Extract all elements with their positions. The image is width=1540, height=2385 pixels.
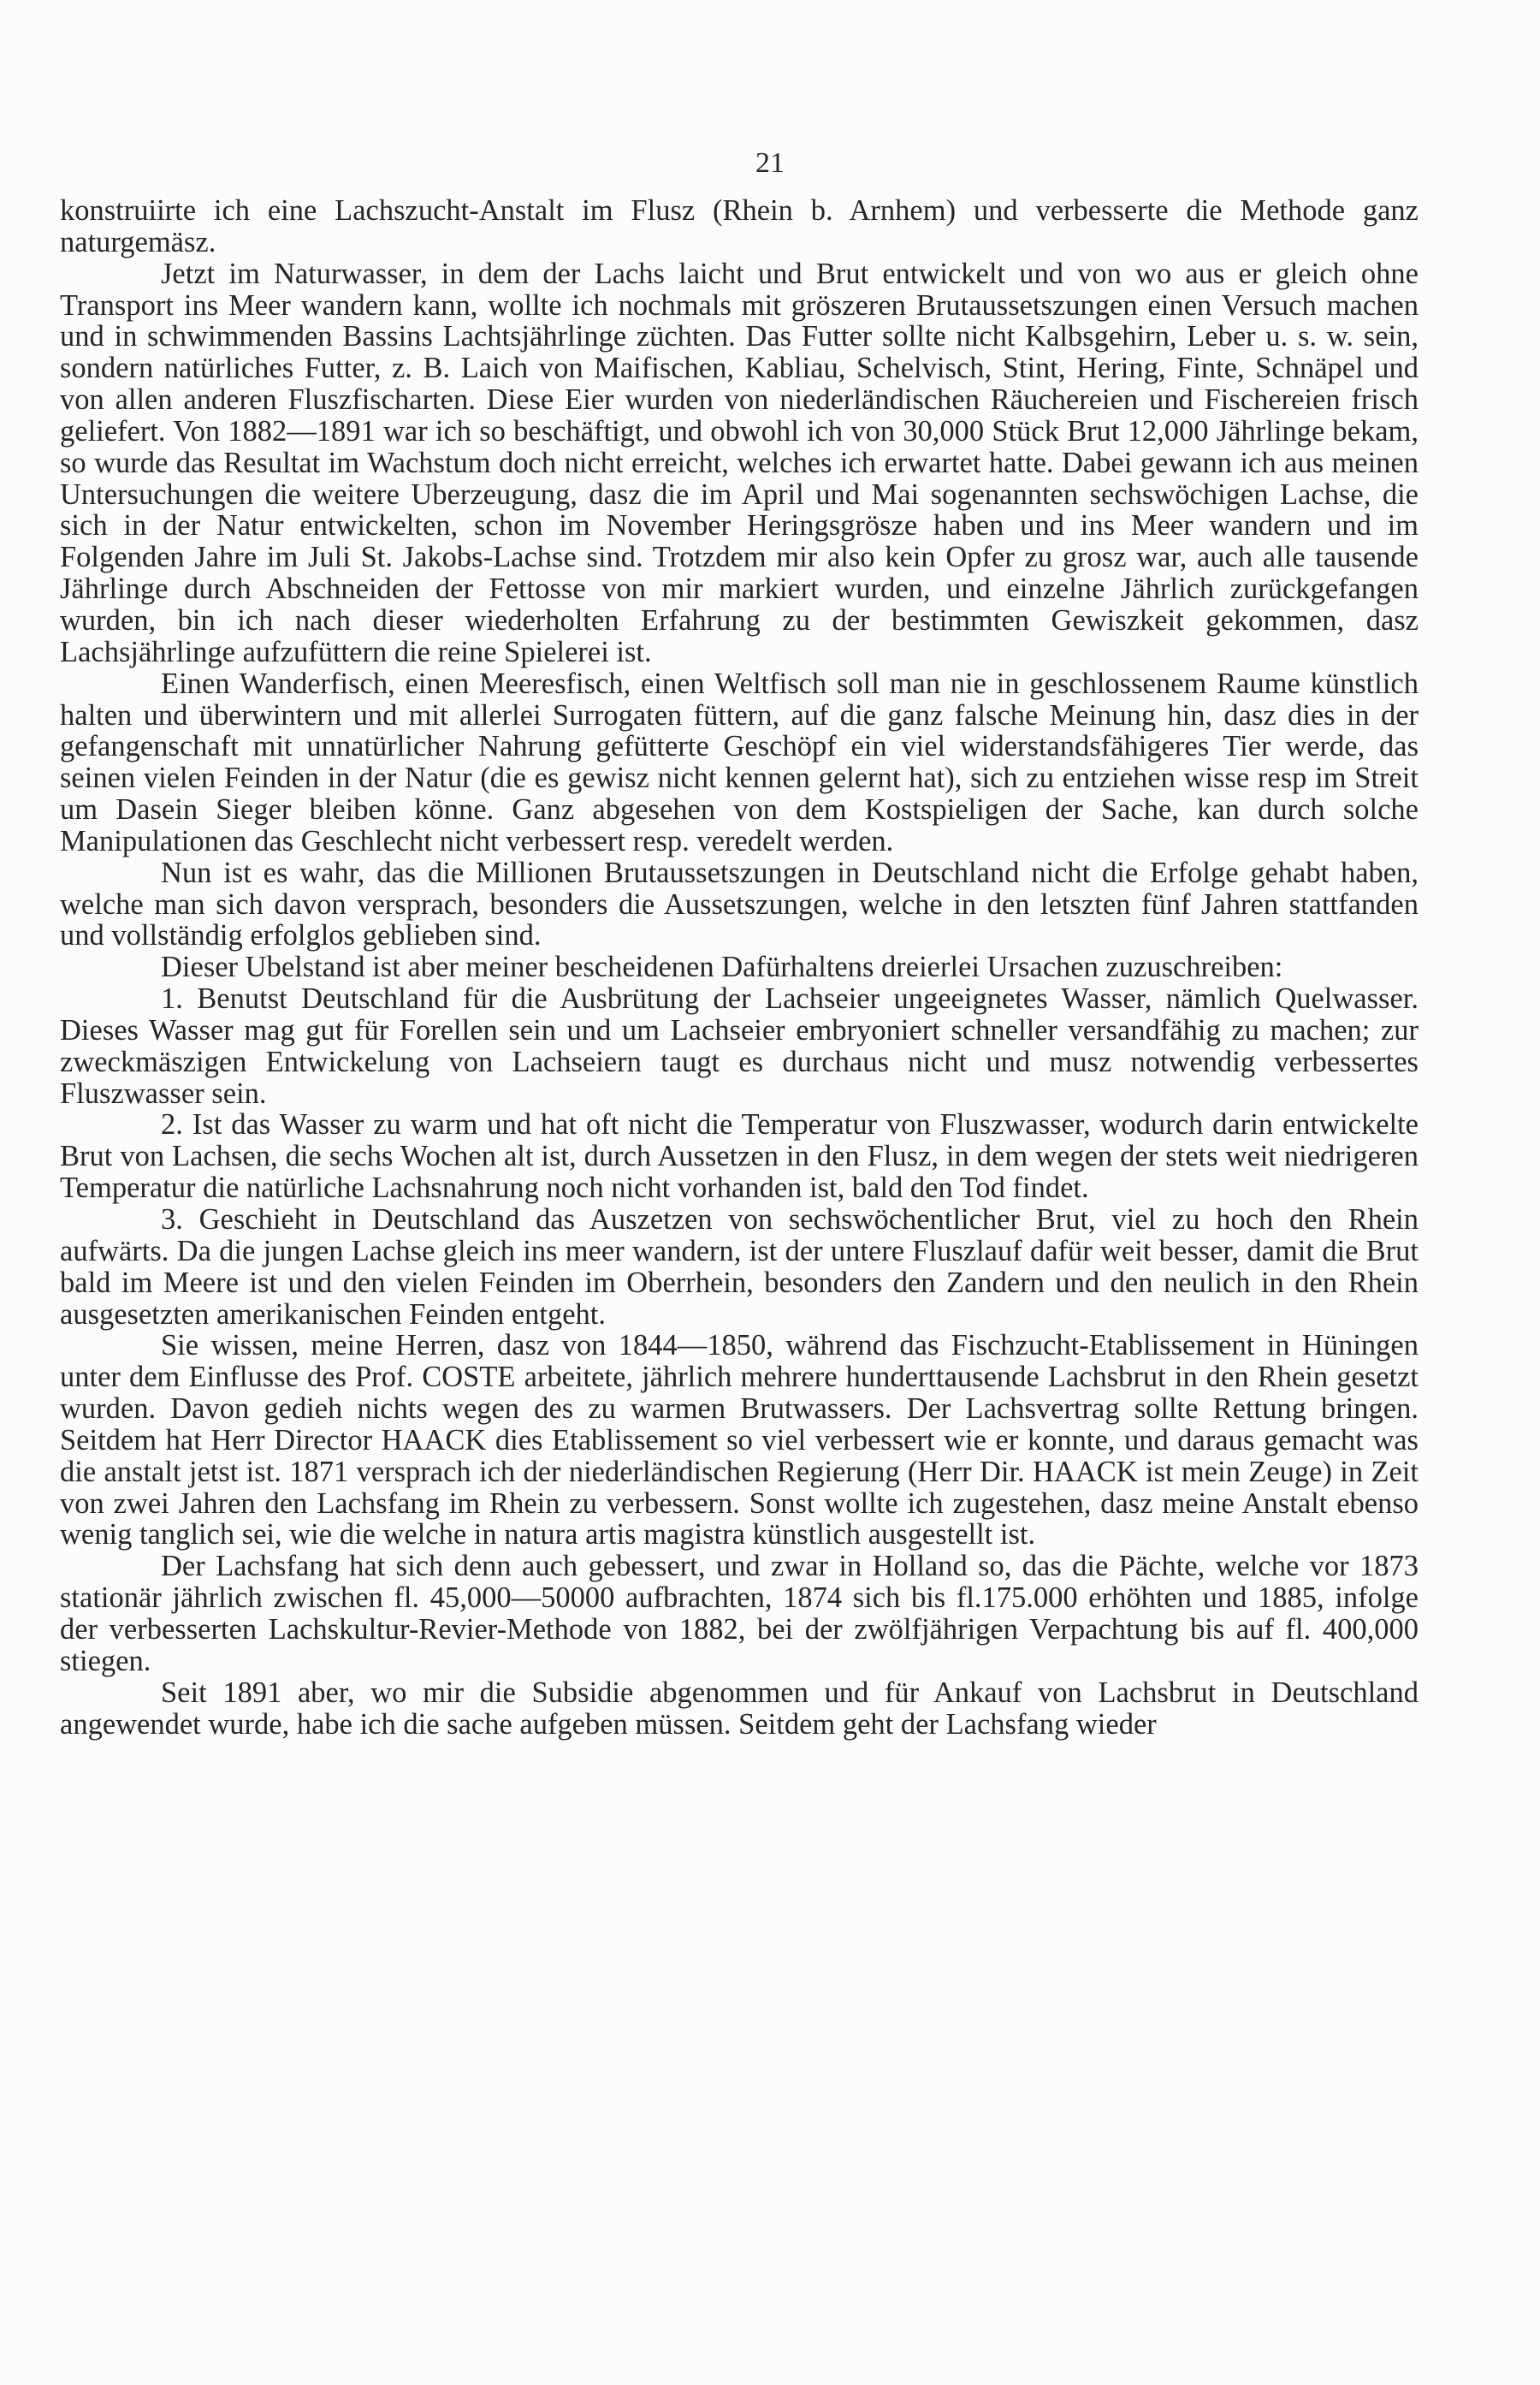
paragraph-naturwasser: Jetzt im Naturwasser, in dem der Lachs laicht und Brut entwickelt und von wo aus er gleich ohne Transport ins Meer wandern kann, wollte ich nochmals mit gröszeren Brutaussetszungen einen Versuch machen und in schwimmenden Bassins Lachtsjährlinge züchten. Das Futter sollte nicht Kalbsgehirn, Leber u. s. w. sein, sondern natürliches Futter, z. B. Laich von Maifischen, Kabliau, Schelvisch, Stint, Hering, Finte, Schnäpel und von allen anderen Fluszfischarten. Diese Eier wurden von niederländischen Räuchereien und Fischereien frisch geliefert. Von 1882—1891 war ich so beschäftigt, und obwohl ich von 30,000 Stück Brut 12,000 Jährlinge bekam, so wurde das Resultat im Wachstum doch nicht erreicht, welches ich erwartet hatte. Dabei gewann ich aus meinen Untersuchungen die weitere Uberzeugung, dasz die im April und Mai sogenannten sechswöchigen Lachse, die sich in der Natur entwickelten, schon im November Heringsgrösze haben und ins Meer wandern und im Folgenden Jahre im Juli St. Jakobs-Lachse sind. Trotzdem mir also kein Opfer zu grosz war, auch alle tausende Jährlinge durch Abschneiden der Fettosse von mir markiert wurden, und einzelne Jährlich zurückgefangen wurden, bin ich nach dieser wiederholten Erfahrung zu der bestimmten Gewiszkeit gekommen, dasz Lachsjährlinge aufzufüttern die reine Spielerei ist.	[60, 257, 1419, 668]
numbered-item-3: 3. Geschieht in Deutschland das Auszetzen von sechswöchentlicher Brut, viel zu hoch den Rhein aufwärts. Da die jungen Lachse gleich ins meer wandern, ist der untere Fluszlauf dafür weit besser, damit die Brut bald im Meere ist und den vielen Feinden im Oberrhein, besonders den Zandern und den neulich in den Rhein ausgesetzten amerikanischen Feinden entgeht.	[60, 1203, 1419, 1331]
paragraph-continuation: konstruiirte ich eine Lachszucht-Anstalt im Flusz (Rhein b. Arnhem) und verbesserte die Methode ganz naturgemäsz.	[60, 194, 1419, 258]
paragraph-seit-1891: Seit 1891 aber, wo mir die Subsidie abgenommen und für Ankauf von Lachsbrut in Deutschland angewendet wurde, habe ich die sache aufgeben müssen. Seitdem geht der Lachsfang wieder	[60, 1676, 1419, 1741]
numbered-item-1: 1. Benutst Deutschland für die Ausbrütung der Lachseier ungeeignetes Wasser, nämlich Quelwasser. Dieses Wasser mag gut für Forellen sein und um Lachseier embryoniert schneller versandfähig zu machen; zur zweckmäszigen Entwickelung von Lachseiern taugt es durchaus nicht und musz notwendig verbessertes Fluszwasser sein.	[60, 982, 1419, 1110]
paragraph-brutaussetszungen: Nun ist es wahr, das die Millionen Brutaussetszungen in Deutschland nicht die Erfolge gehabt haben, welche man sich davon versprach, besonders die Aussetszungen, welche in den letszten fünf Jahren stattfanden und vollständig erfolglos geblieben sind.	[60, 856, 1419, 952]
paragraph-hueningen: Sie wissen, meine Herren, dasz von 1844—1850, während das Fischzucht-Etablissement in Hüningen unter dem Einflusse des Prof. COSTE arbeitete, jährlich mehrere hunderttausende Lachsbrut in den Rhein gesetzt wurden. Davon gedieh nichts wegen des zu warmen Brutwassers. Der Lachsvertrag sollte Rettung bringen. Seitdem hat Herr Director HAACK dies Etablissement so viel verbessert wie er konnte, und daraus gemacht was die anstalt jetst ist. 1871 versprach ich der niederländischen Regierung (Herr Dir. HAACK ist mein Zeuge) in Zeit von zwei Jahren den Lachsfang im Rhein zu verbessern. Sonst wollte ich zugestehen, dasz meine Anstalt ebenso wenig tanglich sei, wie die welche in natura artis magistra künstlich ausgestellt ist.	[60, 1329, 1419, 1551]
numbered-item-2: 2. Ist das Wasser zu warm und hat oft nicht die Temperatur von Fluszwasser, wodurch darin entwickelte Brut von Lachsen, die sechs Wochen alt ist, durch Aussetzen in den Flusz, in dem wegen der stets weit niedrigeren Temperatur die natürliche Lachsnahrung noch nicht vorhanden ist, bald den Tod findet.	[60, 1108, 1419, 1205]
paragraph-ubelstand: Dieser Ubelstand ist aber meiner bescheidenen Dafürhaltens dreierlei Ursachen zuzuschreiben:	[161, 951, 1283, 984]
body-text	[60, 195, 1419, 1740]
paragraph-lachsfang: Der Lachsfang hat sich denn auch gebessert, und zwar in Holland so, das die Pächte, welche vor 1873 stationär jährlich zwischen fl. 45,000—50000 aufbrachten, 1874 sich bis fl.175.000 erhöhten und 1885, infolge der verbesserten Lachskultur-Revier-Methode von 1882, bei der zwölfjährigen Verpachtung bis auf fl. 400,000 stiegen.	[60, 1550, 1419, 1677]
paragraph-wanderfisch: Einen Wanderfisch, einen Meeresfisch, einen Weltfisch soll man nie in geschlossenem Raume künstlich halten und überwintern und mit allerlei Surrogaten füttern, auf die ganz falsche Meinung hin, dasz dies in der gefangenschaft mit unnatürlicher Nahrung gefütterte Geschöpf ein viel widerstandsfähigeres Tier werde, das seinen vielen Feinden in der Natur (die es gewisz nicht kennen gelernt hat), sich zu entziehen wisse resp im Streit um Dasein Sieger bleiben könne. Ganz abgesehen von dem Kostspieligen der Sache, kan durch solche Manipulationen das Geschlecht nicht verbessert resp. veredelt werden.	[60, 667, 1419, 857]
page-number: 21	[755, 147, 785, 179]
